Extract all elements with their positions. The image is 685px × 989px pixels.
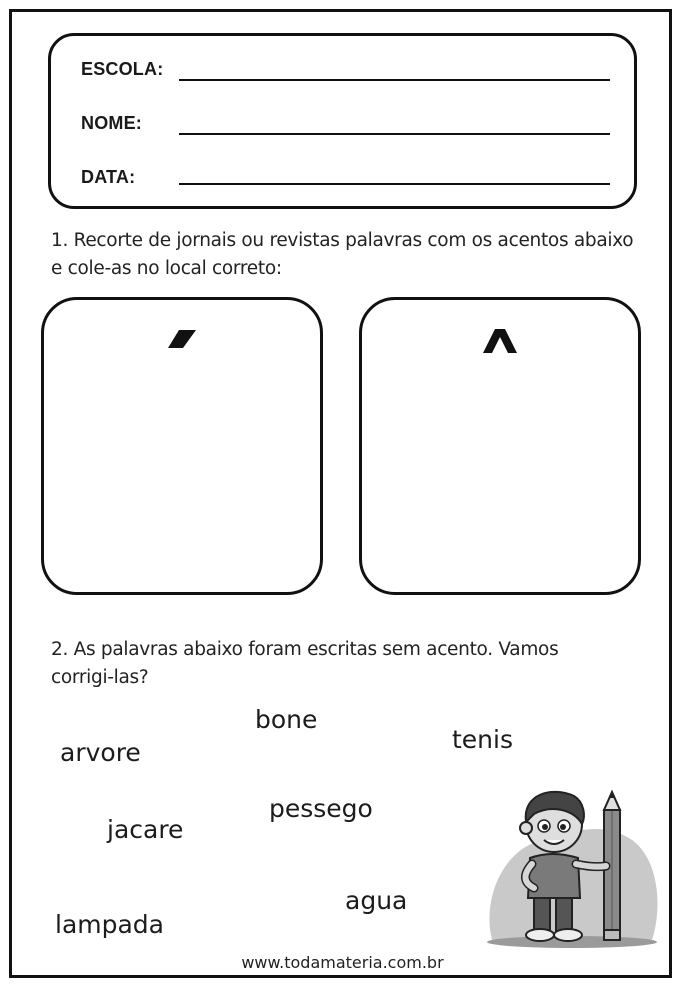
circumflex-accent-icon bbox=[483, 328, 517, 354]
word-tenis: tenis bbox=[452, 725, 513, 754]
name-field-line[interactable] bbox=[179, 133, 610, 135]
question-1-line-1: 1. Recorte de jornais ou revistas palavras com os acentos abaixo bbox=[51, 230, 634, 251]
word-bone: bone bbox=[255, 705, 318, 734]
school-field-line[interactable] bbox=[179, 79, 610, 81]
acute-accent-icon bbox=[167, 328, 197, 350]
name-label: NOME: bbox=[81, 113, 142, 133]
question-2-line-1: 2. As palavras abaixo foram escritas sem acento. Vamos bbox=[51, 639, 559, 660]
word-pessego: pessego bbox=[269, 794, 373, 823]
question-1-line-2: e cole-as no local correto: bbox=[51, 258, 282, 279]
student-info-box bbox=[48, 33, 637, 209]
acute-accent-box[interactable] bbox=[41, 297, 323, 595]
date-field-line[interactable] bbox=[179, 183, 610, 185]
word-jacare: jacare bbox=[107, 815, 184, 844]
footer-url: www.todamateria.com.br bbox=[241, 953, 444, 972]
date-label: DATA: bbox=[81, 167, 136, 187]
question-2-line-2: corrigi-las? bbox=[51, 667, 149, 688]
word-arvore: arvore bbox=[60, 738, 141, 767]
word-agua: agua bbox=[345, 886, 408, 915]
question-1 bbox=[51, 227, 633, 283]
word-lampada: lampada bbox=[55, 910, 164, 939]
question-2 bbox=[51, 636, 558, 692]
boy-with-pencil-icon bbox=[482, 780, 662, 950]
school-label: ESCOLA: bbox=[81, 59, 164, 79]
circumflex-accent-box[interactable] bbox=[359, 297, 641, 595]
